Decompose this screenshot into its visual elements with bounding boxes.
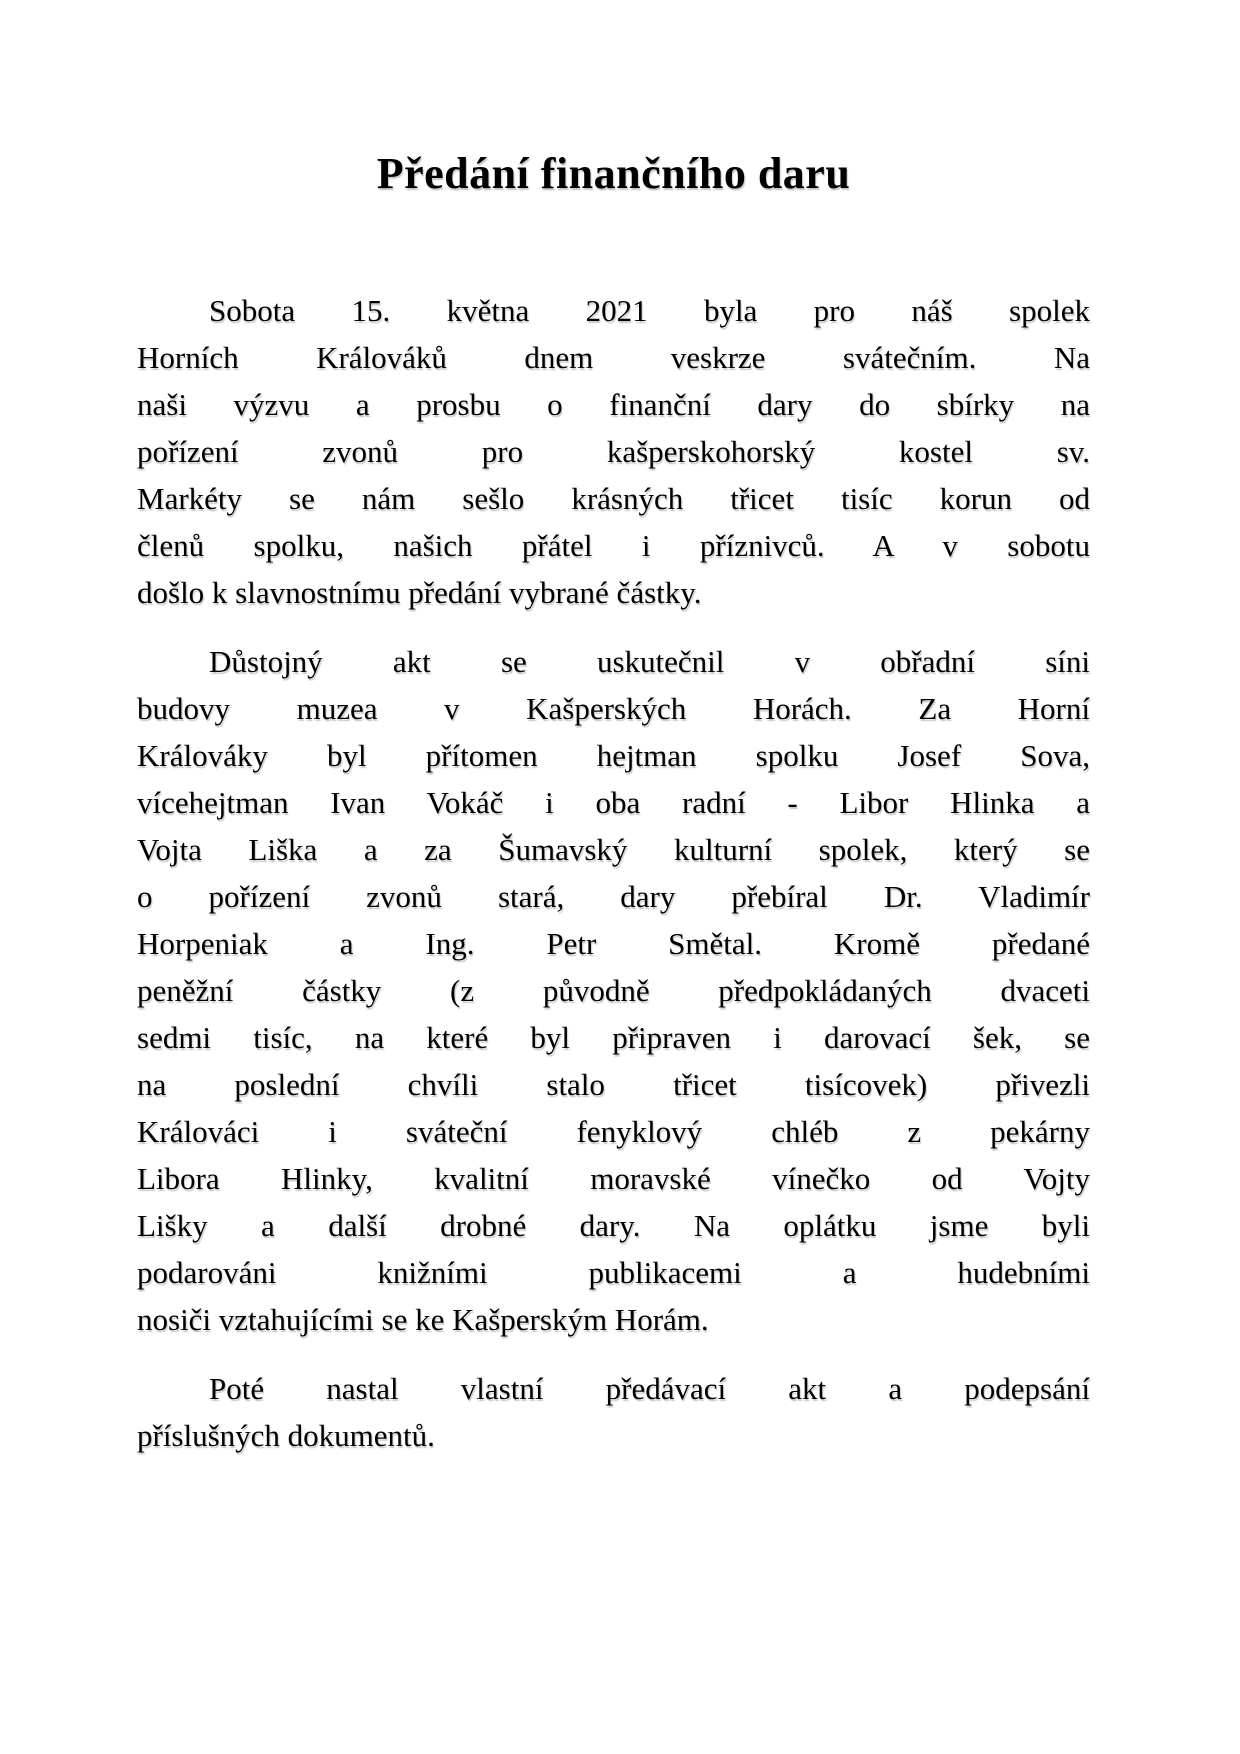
text-line: Horních Králováků dnem veskrze svátečním. Na <box>137 339 1090 375</box>
text-line: Vojta Liška a za Šumavský kulturní spolek, který se <box>137 831 1090 867</box>
paragraph <box>137 1365 1090 1459</box>
text-line: členů spolku, našich přátel i příznivců. A v sobotu <box>137 527 1090 563</box>
text-line: Libora Hlinky, kvalitní moravské vínečko od Vojty <box>137 1160 1090 1196</box>
text-line: peněžní částky (z původně předpokládaných dvaceti <box>137 972 1090 1008</box>
page-title: Předání finančního daru <box>376 149 851 198</box>
text-line: nosiči vztahujícími se ke Kašperským Horám. <box>137 1301 709 1337</box>
text-line: Králováci i sváteční fenyklový chléb z pekárny <box>137 1113 1090 1149</box>
text-line: pořízení zvonů pro kašperskohorský kostel sv. <box>137 433 1090 469</box>
text-line: Sobota 15. května 2021 byla pro náš spolek <box>209 292 1090 328</box>
paragraph <box>137 287 1090 616</box>
document-body <box>137 287 1090 1459</box>
text-line: budovy muzea v Kašperských Horách. Za Horní <box>137 690 1090 726</box>
paragraph <box>137 638 1090 1343</box>
text-line: Králováky byl přítomen hejtman spolku Josef Sova, <box>137 737 1090 773</box>
text-line: naši výzvu a prosbu o finanční dary do sbírky na <box>137 386 1090 422</box>
text-line: o pořízení zvonů stará, dary přebíral Dr. Vladimír <box>137 878 1090 914</box>
text-line: Důstojný akt se uskutečnil v obřadní síni <box>209 643 1090 679</box>
text-line: Poté nastal vlastní předávací akt a podepsání <box>209 1370 1090 1406</box>
text-line: Markéty se nám sešlo krásných třicet tisíc korun od <box>137 480 1090 516</box>
text-line: podarováni knižními publikacemi a hudebními <box>137 1254 1090 1290</box>
text-line: vícehejtman Ivan Vokáč i oba radní - Libor Hlinka a <box>137 784 1090 820</box>
text-line: příslušných dokumentů. <box>137 1417 435 1453</box>
text-line: došlo k slavnostnímu předání vybrané částky. <box>137 574 702 610</box>
text-line: Lišky a další drobné dary. Na oplátku jsme byli <box>137 1207 1090 1243</box>
text-line: na poslední chvíli stalo třicet tisícovek) přivezli <box>137 1066 1090 1102</box>
text-line: Horpeniak a Ing. Petr Smětal. Kromě předané <box>137 925 1090 961</box>
text-line: sedmi tisíc, na které byl připraven i darovací šek, se <box>137 1019 1090 1055</box>
